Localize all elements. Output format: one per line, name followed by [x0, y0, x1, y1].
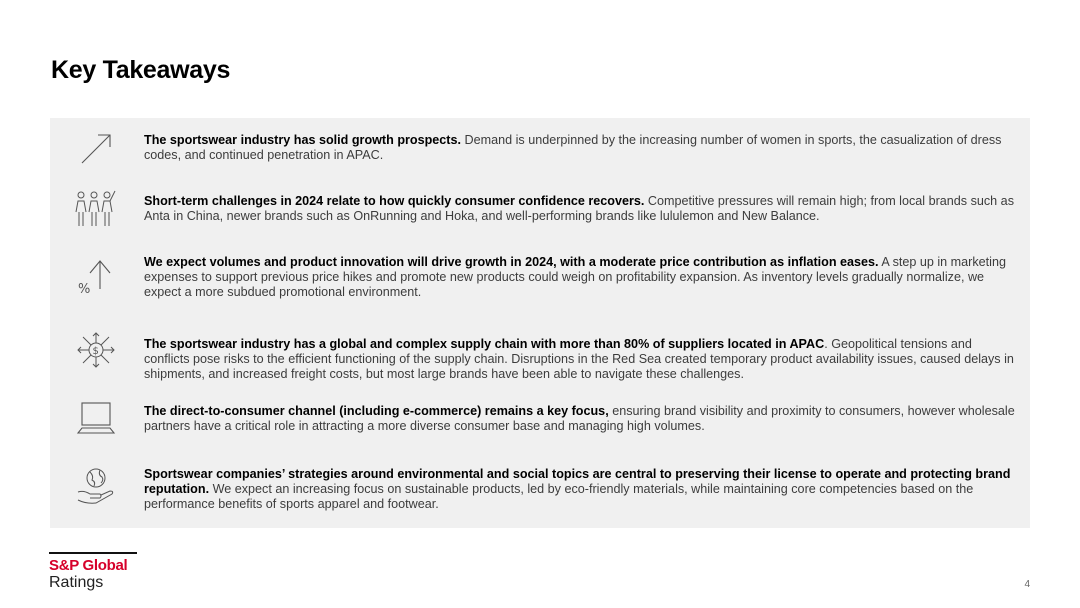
percent-arrow-up-icon	[74, 255, 118, 295]
takeaways-panel	[50, 118, 1030, 528]
page-number: 4	[1024, 579, 1030, 590]
logo-rule	[49, 552, 137, 554]
takeaway-text: Short-term challenges in 2024 relate to how quickly consumer confidence recovers. Competitive pressures will remain high; from local brands such as Anta in China, newer brands such as OnRunning and Hoka, and well-performing brands like lululemon and New Balance.	[144, 194, 1014, 223]
svg-text:%: %	[78, 282, 91, 295]
takeaway-text: We expect volumes and product innovation will drive growth in 2024, with a moderate price contribution as inflation eases. A step up in marketing expenses to support previous price hikes and promote new products could weigh on profitability expansion. As inventory levels gradually normalize, we expect a more subdued promotional environment.	[144, 255, 1006, 299]
globe-hand-icon	[74, 466, 118, 506]
page-title: Key Takeaways	[51, 56, 231, 84]
laptop-icon	[74, 400, 118, 440]
people-group-icon	[74, 188, 118, 228]
logo-brand-name: S&P Global	[49, 557, 128, 574]
takeaway-text: The sportswear industry has a global and complex supply chain with more than 80% of suppliers located in APAC. Geopolitical tensions and conflicts pose risks to the efficient functioning of the supply chain. Disruptions in the Red Sea created temporary product availability issues, caused delays in shipments, and increased freight costs, but most large brands have been able to navigate these challenges.	[144, 337, 1014, 381]
dollar-network-icon	[74, 330, 118, 370]
logo-brand-sub: Ratings	[49, 574, 104, 591]
growth-arrow-icon	[74, 130, 118, 170]
takeaway-text: The direct-to-consumer channel (including e-commerce) remains a key focus, ensuring brand visibility and proximity to consumers, however wholesale partners have a critical role in attracting a more diverse consumer base and managing high volumes.	[144, 404, 1015, 433]
takeaway-text: The sportswear industry has solid growth prospects. Demand is underpinned by the increasing number of women in sports, the casualization of dress codes, and continued penetration in APAC.	[144, 133, 1002, 162]
svg-text:$: $	[92, 346, 99, 357]
sp-global-ratings-logo	[49, 552, 137, 592]
takeaway-text: Sportswear companies’ strategies around environmental and social topics are central to preserving their license to operate and protecting brand reputation. We expect an increasing focus on sustainable products, led by eco-friendly materials, while maintaining core competencies based on the performance benefits of sports apparel and footwear.	[144, 467, 1011, 511]
